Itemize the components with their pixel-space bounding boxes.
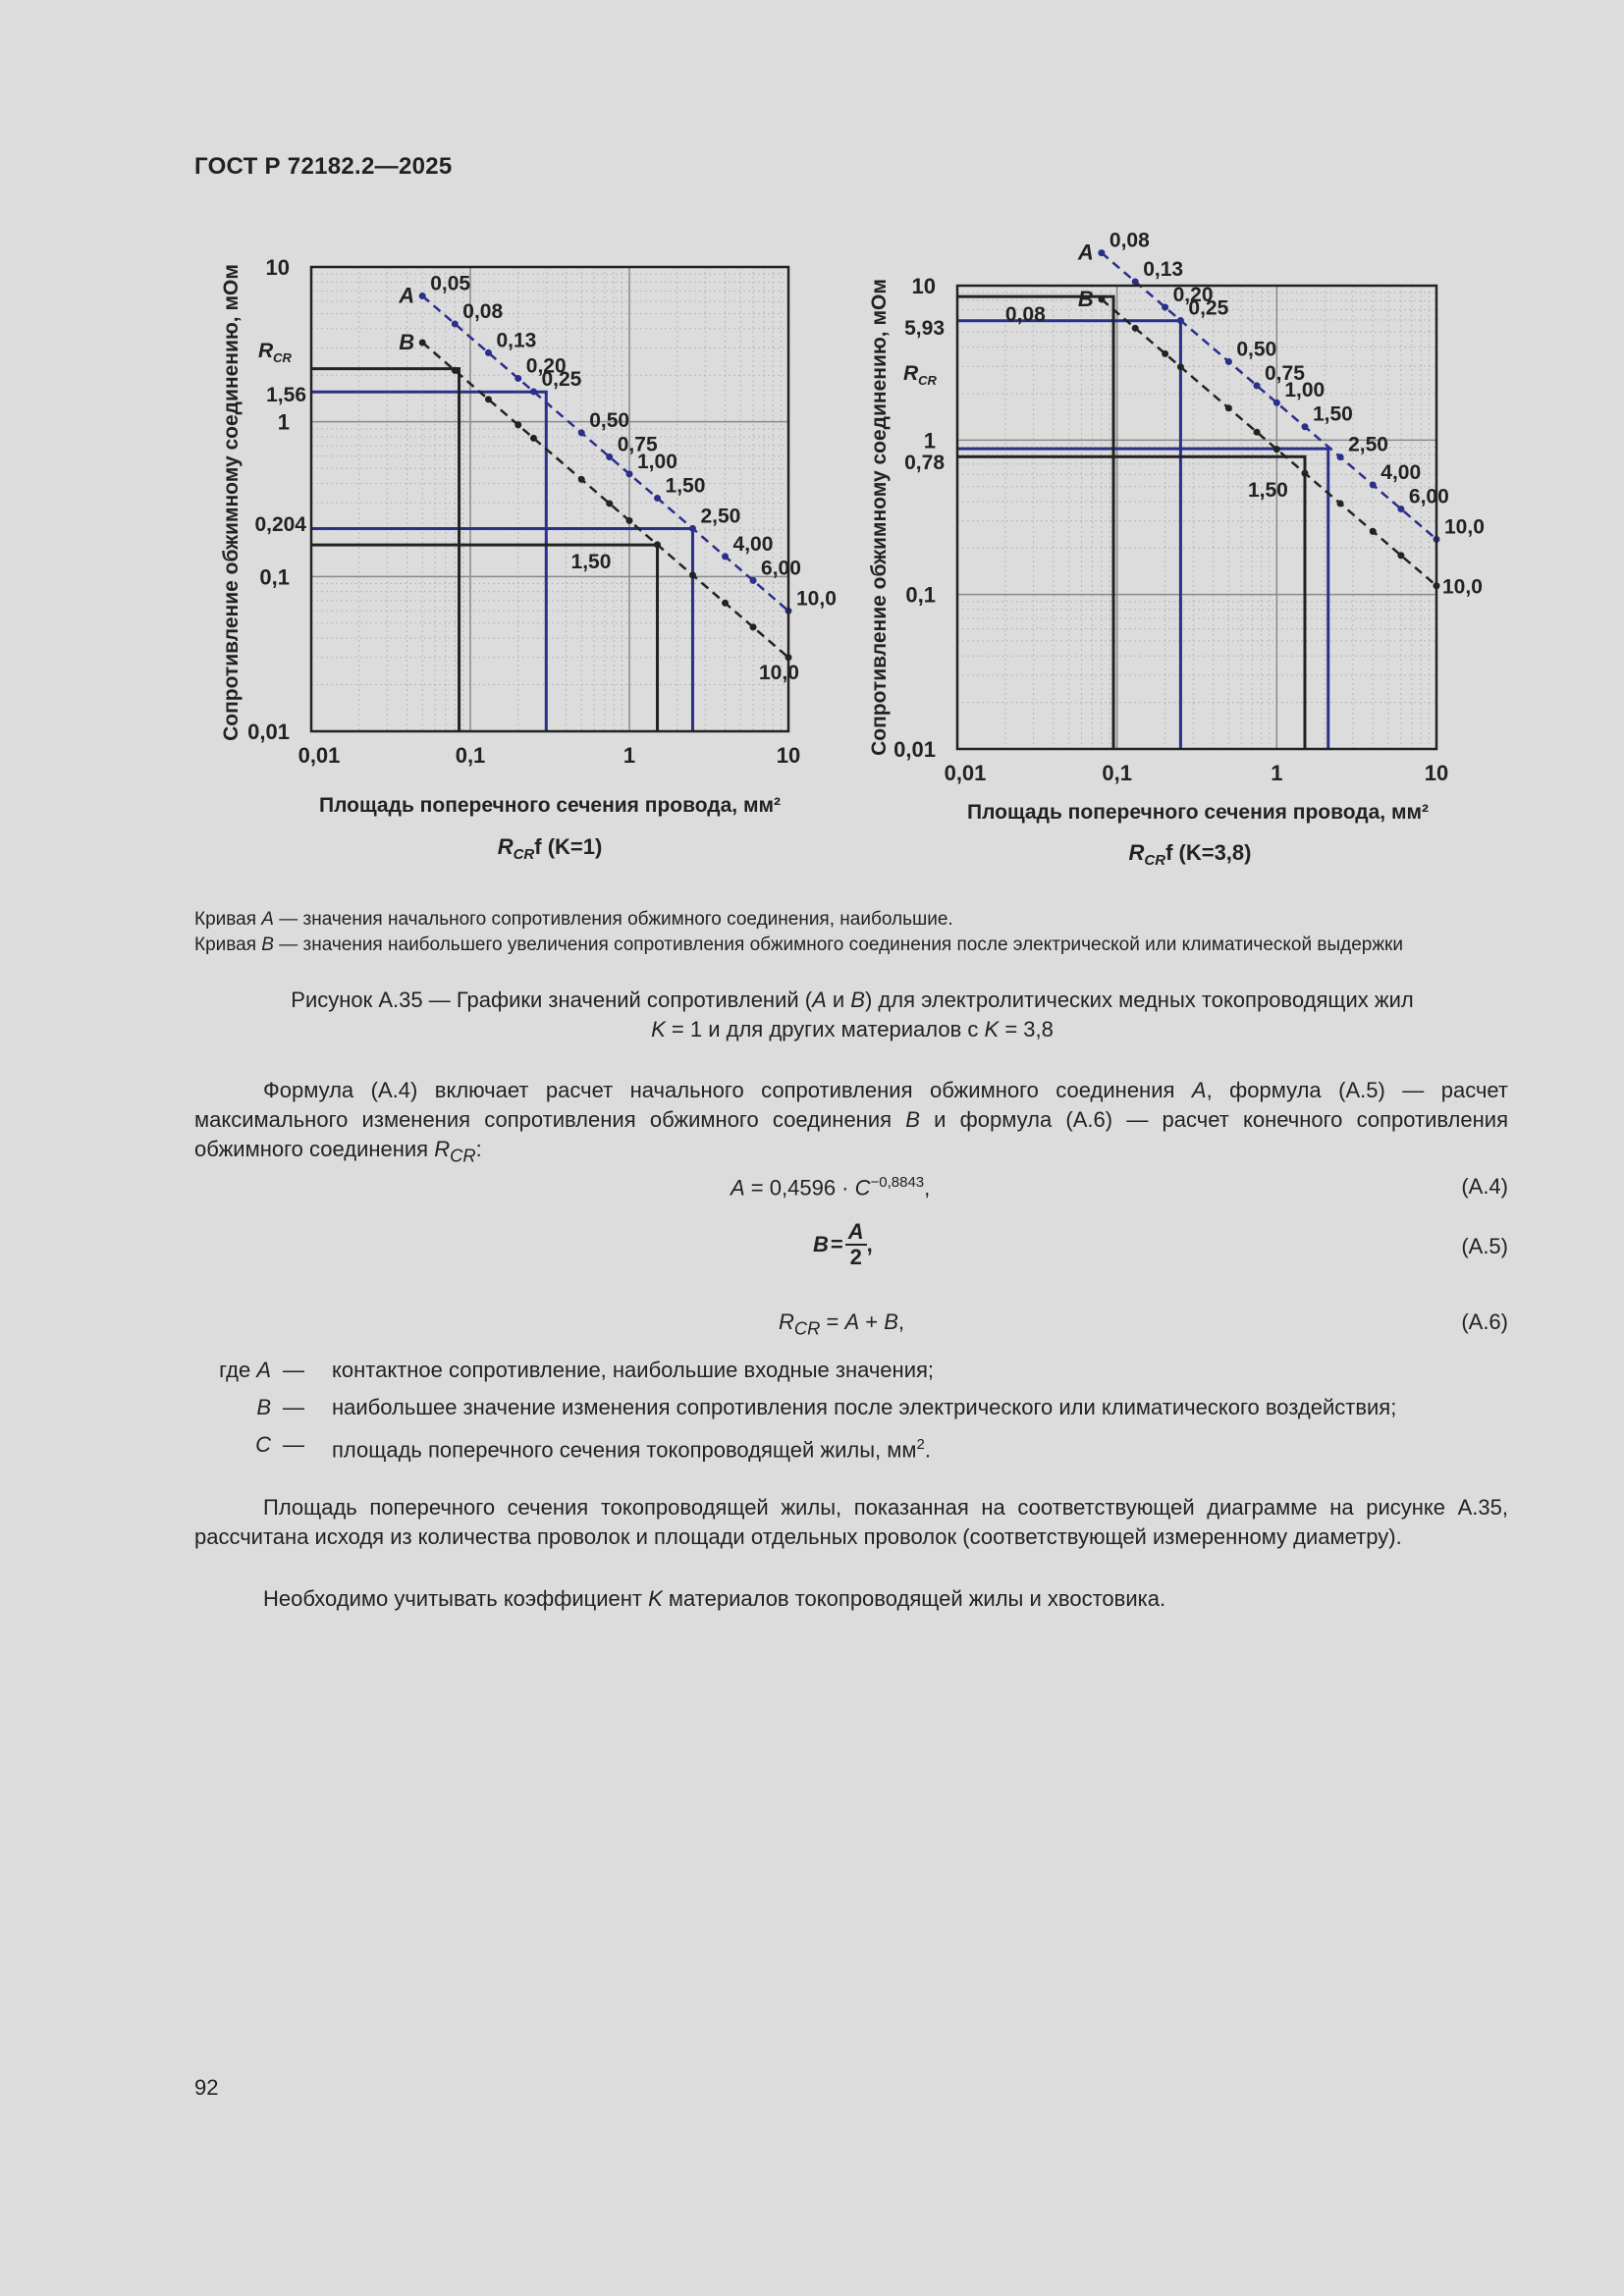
formula-a5-tail: , (866, 1232, 873, 1256)
figure-title (194, 986, 1510, 1044)
definition-a-text: контактное сопротивление, наибольшие входные значения; (332, 1358, 935, 1382)
chart-right-point-B (1254, 429, 1261, 436)
formula-a4-c: C (854, 1175, 871, 1201)
formula-a5-fraction (845, 1220, 867, 1269)
formula-a5-numerator: A (845, 1220, 867, 1246)
chart-left-rcr-r: R (258, 340, 274, 362)
chart-right-label-a: 1,50 (1312, 402, 1353, 426)
caption-line-b (194, 934, 1510, 957)
chart-left-ytick: 1 (277, 409, 290, 435)
chart-left-subtitle-sub: CR (513, 846, 535, 863)
chart-left-point-A (530, 388, 537, 395)
chart-left-series (398, 284, 791, 662)
chart-left-point-B (578, 476, 585, 483)
chart-right-label-a: 2,50 (1348, 433, 1388, 456)
formula-a4 (731, 1174, 930, 1201)
figure-title-part1: Рисунок А.35 — Графики значений сопротивлений ( (291, 988, 813, 1012)
chart-left-rcr-sub: CR (273, 350, 292, 365)
chart-right-label-a: 0,25 (1188, 296, 1229, 320)
chart-right-label-a: 1,00 (1284, 379, 1326, 402)
chart-right-subtitle-sub: CR (1144, 852, 1166, 869)
chart-left-point-B (514, 421, 521, 428)
figure-title-part5: = 3,8 (999, 1017, 1054, 1041)
chart-left-xlabel: Площадь поперечного сечения провода, мм² (318, 794, 782, 817)
formula-a5-number: (А.5) (1461, 1234, 1508, 1258)
document-header: ГОСТ Р 72182.2—2025 (194, 153, 453, 180)
formula-a5-lhs: B (813, 1232, 829, 1256)
chart-left-label-b: 10,0 (759, 661, 799, 684)
caption-b-term: B (261, 934, 274, 955)
definition-c-sup: 2 (916, 1436, 925, 1453)
figure-title-part3: ) для электролитических медных токопроводящих жил (864, 988, 1414, 1012)
chart-left-point-B (689, 571, 696, 578)
formula-a5 (813, 1220, 873, 1269)
paragraph-coefficient-text-2: материалов токопроводящей жилы и хвостовика. (662, 1586, 1166, 1611)
formula-a6-r-sub: CR (793, 1317, 821, 1339)
chart-right-point-B (1132, 325, 1139, 332)
chart-left-label-a: 0,50 (589, 408, 630, 432)
chart-left-point-A (722, 553, 729, 560)
intro-r-sub: CR (450, 1145, 476, 1166)
chart-right-xtick: 1 (1271, 761, 1283, 785)
chart-right-point-A (1132, 278, 1139, 285)
caption-b-prefix: Кривая (194, 934, 262, 955)
chart-left-grid (311, 267, 788, 731)
chart-right-point-A (1162, 303, 1168, 310)
definition-a-term: A (256, 1358, 271, 1382)
caption-a-prefix: Кривая (194, 909, 262, 930)
chart-left-label-a: 0,25 (541, 367, 582, 391)
chart-right-subtitle (1129, 840, 1252, 869)
chart-left-ytick: 0,1 (259, 564, 290, 590)
chart-left-xtick: 1 (623, 743, 636, 768)
chart-left-ymarker-1: 1,56 (266, 384, 306, 406)
chart-right-xtick: 0,01 (944, 761, 987, 785)
chart-left-subtitle-r: R (497, 834, 514, 859)
chart-left-point-B (606, 500, 613, 507)
chart-left-xtick: 0,01 (298, 743, 341, 768)
chart-left-label-a: 0,20 (525, 354, 567, 378)
chart-left-ymarker-2: 0,204 (254, 513, 306, 536)
paragraph-coefficient (194, 1584, 1508, 1614)
definition-c-dash: — (283, 1432, 304, 1457)
formula-a6-a: A (844, 1309, 860, 1334)
chart-left-point-A (626, 470, 633, 477)
chart-left-series-name-A: A (399, 283, 415, 308)
formula-a4-rhs: = 0,4596 · (744, 1175, 855, 1201)
chart-right-label-a: 0,20 (1172, 283, 1214, 306)
chart-left-frame (311, 267, 788, 731)
chart-right-guide-line (957, 296, 1113, 749)
chart-right-ytick: 0,1 (905, 582, 936, 608)
chart-right-label-b: 0,08 (1004, 302, 1046, 326)
chart-right-point-A (1225, 358, 1232, 365)
chart-right-subtitle-r: R (1128, 840, 1145, 865)
chart-right-xtick: 0,1 (1102, 761, 1132, 785)
paragraph-coefficient-k: K (648, 1586, 663, 1611)
chart-left-point-A (578, 429, 585, 436)
chart-left-point-B (419, 339, 426, 346)
chart-right-point-B (1273, 446, 1280, 453)
chart-left-point-B (750, 623, 757, 630)
chart-left-point-labels (430, 273, 837, 684)
caption-line-a (194, 908, 1510, 932)
chart-right-label-a: 0,75 (1265, 361, 1305, 385)
intro-text-3: и формула (А.6) — расчет конечного сопротивления обжимного соединения (194, 1107, 1508, 1161)
chart-right-label-b: 1,50 (1247, 479, 1288, 503)
definition-b (194, 1393, 1510, 1422)
definition-c-term: C (255, 1432, 271, 1457)
chart-left-ytick: 0,01 (247, 720, 290, 744)
figure-title-part4: = 1 и для других материалов с (665, 1017, 985, 1041)
chart-left-label-a: 6,00 (761, 557, 801, 580)
chart-left-ylabel: Сопротивление обжимному соединению, мОм (220, 264, 243, 741)
chart-right-label-a: 4,00 (1380, 460, 1422, 484)
chart-right-series-name-A: A (1077, 240, 1094, 265)
chart-left-point-A (485, 349, 492, 356)
chart-left-series-B (422, 343, 788, 658)
intro-a: A (1191, 1078, 1207, 1102)
definition-a (194, 1356, 1510, 1385)
chart-left (196, 226, 837, 874)
figure-title-k2: K (984, 1017, 1000, 1041)
chart-left-xtick: 10 (776, 743, 801, 768)
chart-right-point-B (1225, 404, 1232, 411)
intro-text-2: , формула (А.5) — расчет максимального изменения сопротивления обжимного соединения (194, 1078, 1508, 1132)
intro-r: R (434, 1137, 451, 1161)
definitions-list (194, 1356, 1510, 1467)
chart-left-ytick: 10 (265, 255, 290, 280)
formula-a5-denominator: 2 (849, 1245, 862, 1269)
chart-right-point-B (1162, 350, 1168, 357)
chart-left-guide-line (311, 369, 460, 731)
formula-a6-plus: + (859, 1309, 885, 1334)
chart-left-point-A (654, 495, 661, 502)
chart-right-ylabel: Сопротивление обжимному соединению, мОм (868, 279, 891, 756)
formula-a4-tail: , (924, 1175, 931, 1201)
chart-left-label-a: 4,00 (732, 532, 774, 556)
chart-right-label-a: 0,50 (1236, 338, 1277, 361)
chart-right-ymarker-1: 5,93 (904, 317, 945, 340)
chart-left-point-A (514, 375, 521, 382)
chart-left-label-a: 2,50 (700, 505, 741, 528)
chart-right-point-A (1273, 400, 1280, 406)
definition-b-term: B (256, 1395, 271, 1419)
chart-left-guides (311, 369, 692, 731)
chart-right-point-B (1337, 500, 1344, 507)
formula-a6-r: R (779, 1309, 794, 1334)
chart-right-ytick: 0,01 (893, 737, 936, 762)
chart-right-point-A (1370, 481, 1377, 488)
definition-b-dash: — (283, 1395, 304, 1419)
chart-right-point-A (1337, 454, 1344, 460)
formula-a6-tail: , (897, 1309, 905, 1334)
definition-c-end: . (924, 1437, 932, 1463)
chart-right-rcr-label (903, 362, 938, 388)
figure-title-part2: и (826, 988, 851, 1012)
chart-right-label-a: 0,08 (1109, 229, 1150, 252)
chart-right-ymarker-2: 0,78 (904, 452, 945, 474)
chart-right-point-B (1177, 363, 1184, 370)
intro-paragraph (194, 1076, 1508, 1170)
formula-a5-eq: = (830, 1232, 843, 1256)
definition-a-dash: — (283, 1358, 304, 1382)
chart-left-point-B (654, 541, 661, 548)
chart-right-point-B (1397, 552, 1404, 559)
figure-title-b: B (850, 988, 865, 1012)
caption-a-text: — значения начального сопротивления обжимного соединения, наибольшие. (273, 909, 953, 930)
chart-left-label-a: 0,75 (617, 433, 658, 456)
definition-c-text: площадь поперечного сечения токопроводящей жилы, мм (332, 1437, 917, 1463)
chart-right-point-A (1177, 317, 1184, 324)
chart-left-subtitle-rest: f (K=1) (534, 834, 603, 859)
chart-left-point-A (689, 525, 696, 532)
chart-left-label-a: 0,08 (462, 299, 504, 323)
chart-right-frame (957, 283, 1436, 749)
caption-a-term: A (261, 909, 274, 930)
chart-left-guide-line (311, 392, 546, 731)
formula-a6-eq: = (820, 1309, 845, 1334)
chart-right-point-B (1370, 528, 1377, 535)
page-number: 92 (194, 2075, 219, 2100)
chart-right-label-a: 10,0 (1444, 515, 1485, 539)
chart-left-point-B (530, 435, 537, 442)
caption-b-text: — значения наибольшего увеличения сопротивления обжимного соединения после электрической или климатической выдержки (273, 934, 1403, 955)
chart-left-guide-line (311, 529, 692, 731)
chart-right-ytick: 10 (911, 274, 936, 298)
formula-a4-lhs: A (731, 1175, 745, 1201)
chart-left-label-a: 0,05 (430, 272, 471, 295)
chart-left-label-a: 0,13 (496, 329, 537, 352)
chart-right-rcr-r: R (903, 362, 919, 385)
chart-right-grid (957, 283, 1436, 749)
paragraph-cross-section: Площадь поперечного сечения токопроводящей жилы, показанная на соответствующей диаграмме на рисунке А.35, рассчитана исходя из количества проволок и площади отдельных проволок (соответствующей измеренному диаметру). (194, 1495, 1508, 1549)
intro-text-4: : (475, 1137, 482, 1161)
chart-right-ticks (893, 274, 1448, 785)
chart-left-point-B (452, 367, 459, 374)
chart-left-label-a: 10,0 (796, 587, 837, 611)
chart-right-xtick: 10 (1424, 761, 1449, 785)
chart-right-subtitle-rest: f (K=3,8) (1165, 840, 1252, 865)
chart-right-point-A (1098, 249, 1105, 256)
chart-left-point-B (626, 517, 633, 524)
chart-right-label-a: 0,13 (1143, 257, 1184, 281)
chart-left-point-B (485, 396, 492, 402)
chart-right-point-B (1098, 295, 1105, 302)
formula-a4-exp: −0,8843 (870, 1174, 925, 1191)
definition-a-lead: где (219, 1358, 257, 1382)
chart-left-label-a: 1,50 (665, 474, 706, 498)
chart-left-point-A (419, 293, 426, 299)
formula-a4-number: (А.4) (1461, 1174, 1508, 1199)
chart-left-point-A (606, 454, 613, 460)
figure-title-k1: K (651, 1017, 666, 1041)
chart-left-point-B (722, 600, 729, 607)
definition-b-text: наибольшее значение изменения сопротивления после электрического или климатического воздействия; (332, 1395, 1397, 1419)
chart-right (844, 226, 1492, 874)
formula-a6 (779, 1309, 904, 1339)
formula-a6-number: (А.6) (1461, 1309, 1508, 1334)
chart-right-rcr-sub: CR (918, 373, 937, 388)
chart-left-rcr-label (258, 340, 293, 365)
chart-right-label-b: 10,0 (1442, 575, 1483, 599)
formula-a6-b: B (884, 1309, 898, 1334)
definition-c (194, 1430, 1510, 1465)
chart-right-point-A (1397, 506, 1404, 512)
figure-title-a: A (812, 988, 827, 1012)
chart-left-series-name-B: B (399, 329, 415, 354)
intro-text-1: Формула (А.4) включает расчет начального сопротивления обжимного соединения (263, 1078, 1192, 1102)
intro-b: B (905, 1107, 920, 1132)
chart-left-label-b: 1,50 (570, 550, 612, 573)
chart-left-subtitle (498, 834, 603, 863)
chart-right-label-a: 6,00 (1408, 485, 1449, 508)
chart-right-ytick: 1 (923, 428, 936, 454)
chart-right-point-A (1254, 382, 1261, 389)
chart-left-point-A (750, 577, 757, 584)
chart-right-point-A (1301, 423, 1308, 430)
chart-left-xtick: 0,1 (455, 743, 486, 768)
chart-right-series-name-B: B (1077, 286, 1094, 311)
chart-right-xlabel: Площадь поперечного сечения провода, мм² (966, 801, 1430, 824)
chart-left-point-A (452, 320, 459, 327)
chart-right-point-B (1301, 470, 1308, 477)
paragraph-coefficient-text-1: Необходимо учитывать коэффициент (263, 1586, 649, 1611)
chart-left-label-a: 1,00 (637, 450, 677, 473)
